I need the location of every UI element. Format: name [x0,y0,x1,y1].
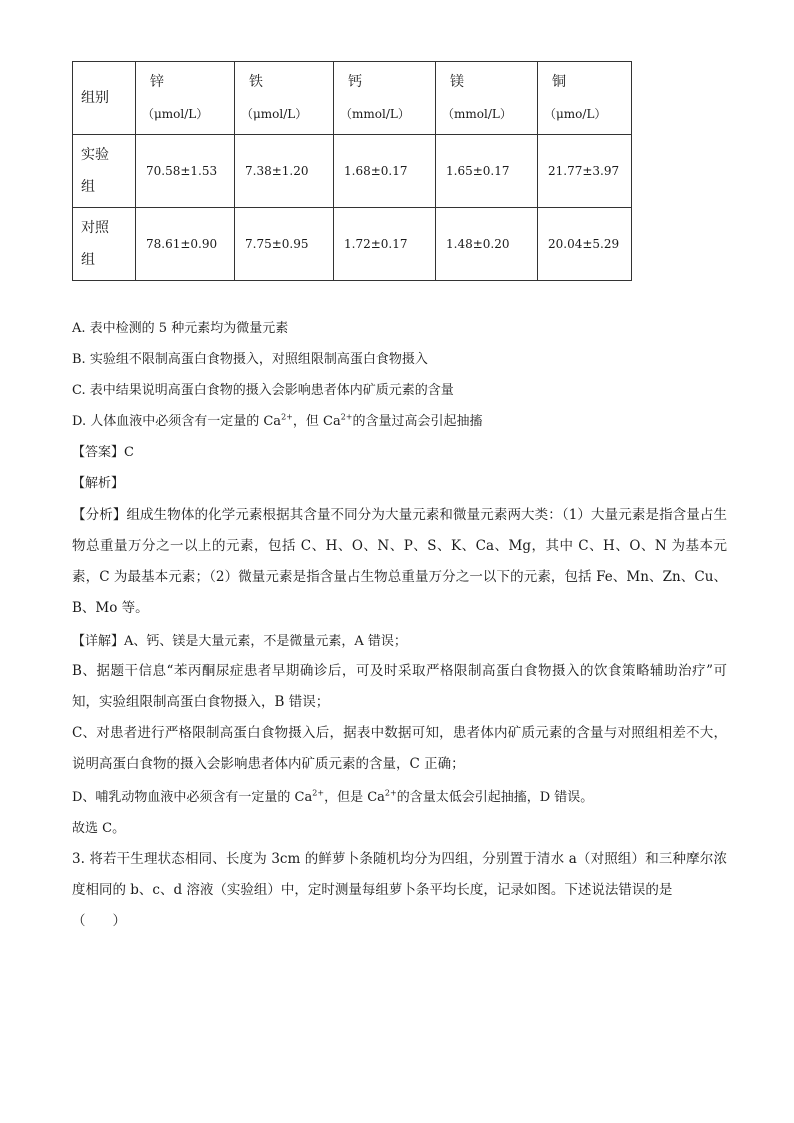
xiangjie-tag: 【详解】 [72,634,125,649]
table-cell: 20.04±5.29 [538,208,632,281]
xiangjie-a [72,632,407,652]
superscript: 2+ [312,788,325,798]
element-content-table [72,61,632,281]
group-name-line1: 实验 [81,147,109,163]
table-cell: 1.68±0.17 [334,135,436,208]
column-unit: （mmol/L） [442,107,512,121]
table-cell: 7.75±0.95 [235,208,334,281]
table-cell: 21.77±3.97 [538,135,632,208]
xiangjie-a-text: A、钙、镁是大量元素，不是微量元素，A 错误； [124,634,407,649]
superscript: 2+ [384,788,397,798]
column-name: 钙 [348,74,362,90]
fenxi-text: 组成生物体的化学元素根据其含量不同分为大量元素和微量元素两大类：（1）大量元素是指含量占生物总重量万分之一以上的元素，包括 C、H、O、N、P、S、K、Ca、Mg，其中 C、H、O、N 为基本元素，C 为最基本元素；（2）微量元素是指含量占生物总重量万分之一以下的元素，包括 Fe、Mn、Zn、Cu、B、Mo 等。 [72,507,728,616]
table-header-cell [334,62,436,135]
answer-blank: （ ） [72,913,126,929]
group-name-line2: 组 [81,252,95,268]
answer-value: C [124,445,134,460]
column-unit: （μmol/L） [241,107,308,121]
column-name: 铜 [552,74,566,90]
analysis-tag: 【解析】 [72,476,125,491]
table-header-row [73,62,632,135]
superscript: 2+ [281,412,293,422]
option-d-text: D. 人体血液中必须含有一定量的 Ca [72,414,282,429]
table-header-cell [136,62,235,135]
table-row-experimental [73,135,632,208]
option-d [72,412,483,432]
answer-line [72,443,134,463]
table-cell: 1.48±0.20 [436,208,538,281]
option-d-text: 的含量过高会引起抽搐 [352,414,483,429]
group-cell [73,135,136,208]
group-name-line2: 组 [81,179,95,195]
column-unit: （μmol/L） [142,107,209,121]
xiangjie-d [72,788,593,808]
column-unit: （μmo/L） [544,107,607,121]
table-cell: 1.65±0.17 [436,135,538,208]
table-header-cell [436,62,538,135]
superscript: 2+ [340,412,353,422]
question-3-text: 3. 将若干生理状态相同、长度为 3cm 的鲜萝卜条随机均分为四组，分别置于清水 a（对照组）和三种摩尔浓度相同的 b、c、d 溶液（实验组）中，定时测量每组萝卜条平均长度，记录如图。下述说法错误的是 [72,851,727,898]
option-c: C. 表中结果说明高蛋白食物的摄入会影响患者体内矿质元素的含量 [72,383,454,398]
table-cell: 1.72±0.17 [334,208,436,281]
group-cell [73,208,136,281]
question-3 [72,844,727,937]
conclusion: 故选 C。 [72,821,126,836]
table-header-group [73,62,136,135]
xiangjie-d-text: ，但是 Ca [324,790,385,805]
option-a: A. 表中检测的 5 种元素均为微量元素 [72,321,289,336]
fenxi-tag: 【分析】 [72,507,127,523]
table-cell: 70.58±1.53 [136,135,235,208]
xiangjie-b: B、据题干信息“苯丙酮尿症患者早期确诊后，可及时采取严格限制高蛋白食物摄入的饮食策略辅助治疗”可知，实验组限制高蛋白食物摄入，B 错误； [72,663,727,710]
group-name-line1: 对照 [81,220,109,236]
table-row-control [73,208,632,281]
column-name: 锌 [150,74,164,90]
table-cell: 7.38±1.20 [235,135,334,208]
table-header-cell [538,62,632,135]
option-d-text: ，但 Ca [292,414,341,429]
group-header-label: 组别 [81,90,109,106]
table-header-cell [235,62,334,135]
xiangjie-d-text: 的含量太低会引起抽搐，D 错误。 [396,790,594,805]
fenxi-paragraph [72,500,727,624]
xiangjie-c: C、对患者进行严格限制高蛋白食物摄入后，据表中数据可知，患者体内矿质元素的含量与对照组相差不大，说明高蛋白食物的摄入会影响患者体内矿质元素的含量，C 正确； [72,725,727,772]
table-cell: 78.61±0.90 [136,208,235,281]
answer-tag: 【答案】 [72,445,125,460]
column-unit: （mmol/L） [340,107,410,121]
column-name: 镁 [450,74,464,90]
option-b: B. 实验组不限制高蛋白食物摄入，对照组限制高蛋白食物摄入 [72,352,428,367]
column-name: 铁 [249,74,263,90]
xiangjie-d-text: D、哺乳动物血液中必须含有一定量的 Ca [72,790,313,805]
